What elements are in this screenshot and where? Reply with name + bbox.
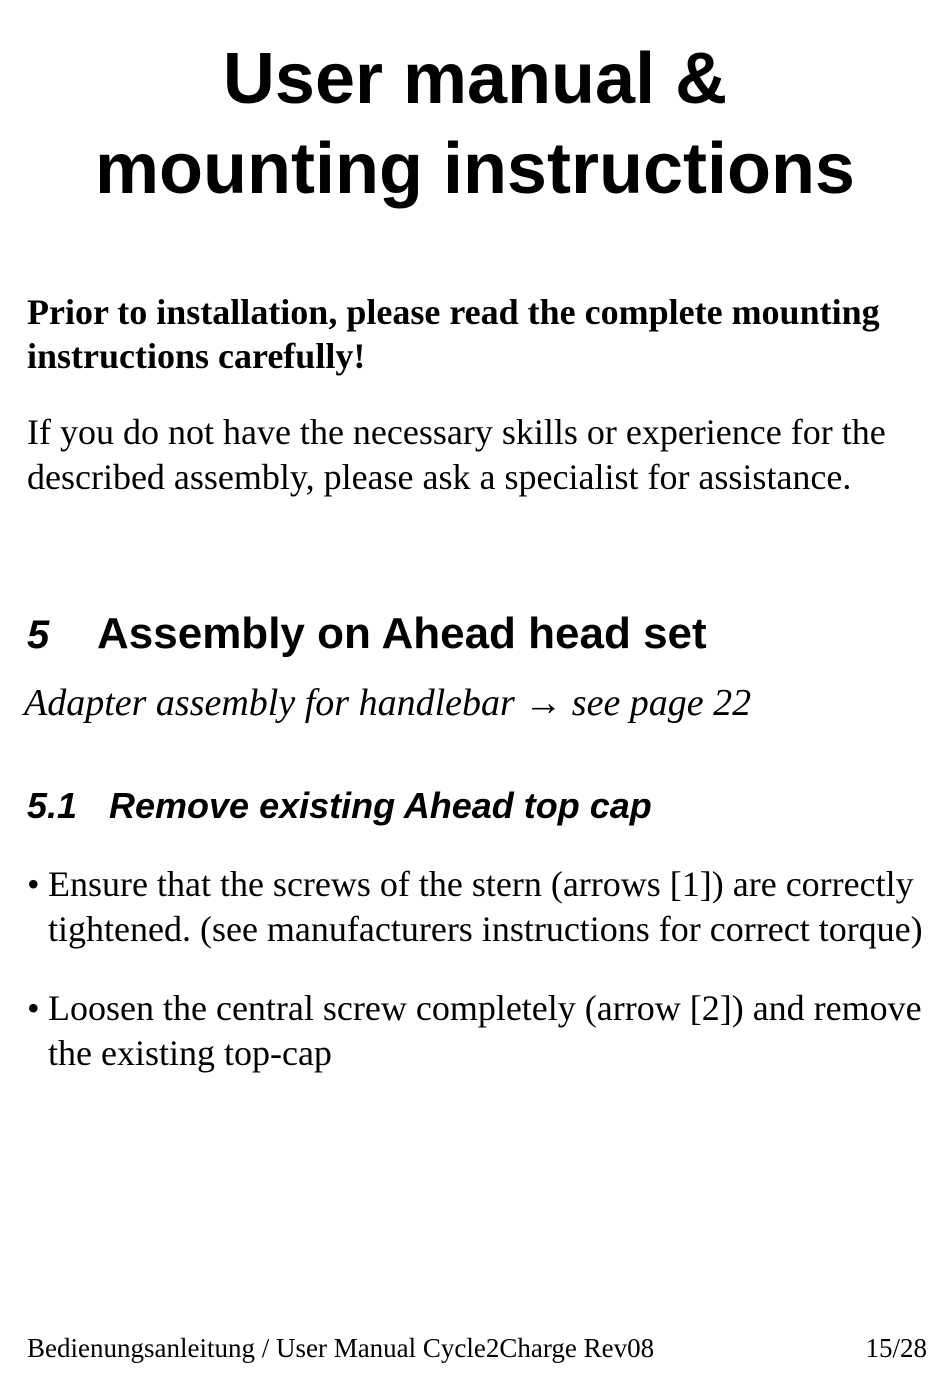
subsection-heading xyxy=(27,783,652,829)
section-heading xyxy=(27,606,707,663)
bullet-icon: • xyxy=(27,988,40,1028)
footer-document-title: Bedienungsanleitung / User Manual Cycle2Charge Rev08 xyxy=(27,1333,655,1363)
subsection-number: 5.1 xyxy=(27,785,78,826)
adapter-assembly-note: Adapter assembly for handlebar → see page 22 xyxy=(24,682,752,724)
instruction-list xyxy=(27,862,927,1110)
list-item-text: Ensure that the screws of the stern (arrows [1]) are correctly tightened. (see manufacturers instructions for correct torque) xyxy=(48,864,923,949)
section-number: 5 xyxy=(27,613,50,657)
page-title xyxy=(0,34,950,214)
list-item-text: Loosen the central screw completely (arrow [2]) and remove the existing top-cap xyxy=(48,988,922,1073)
page-title-line-1: User manual & xyxy=(222,39,728,119)
bullet-icon: • xyxy=(27,864,40,904)
list-item xyxy=(27,862,927,952)
specialist-advice: If you do not have the necessary skills or experience for the described assembly, please ask a specialist for assistance. xyxy=(27,412,886,497)
section-title: Assembly on Ahead head set xyxy=(97,609,707,658)
subsection-title: Remove existing Ahead top cap xyxy=(109,785,652,826)
installation-warning: Prior to installation, please read the complete mounting instructions carefully! xyxy=(27,292,880,376)
footer-page-number: 15/28 xyxy=(865,1333,927,1363)
page-footer xyxy=(27,1330,927,1366)
page-title-line-2: mounting instructions xyxy=(95,129,855,209)
list-item xyxy=(27,986,927,1076)
